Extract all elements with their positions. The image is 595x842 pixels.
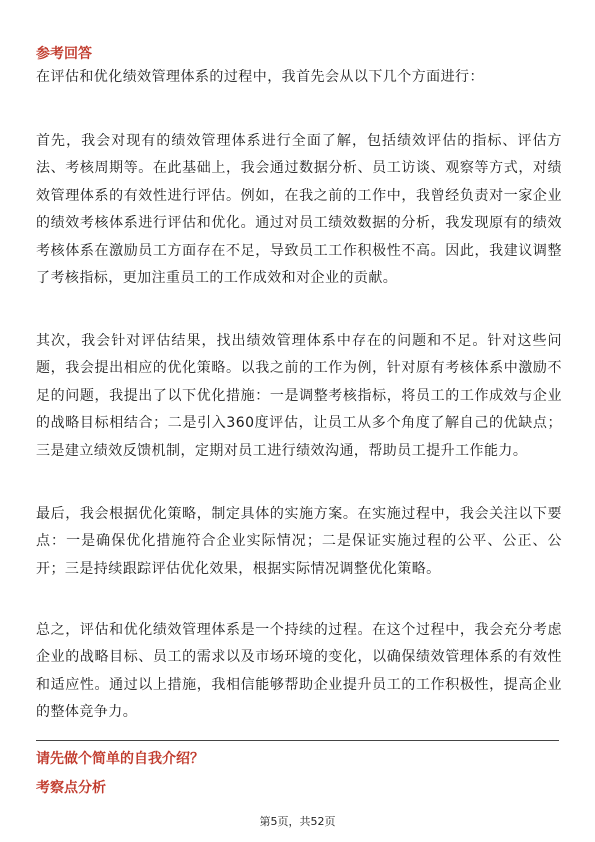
- section-divider: [36, 740, 559, 741]
- paragraph-third: 最后，我会根据优化策略，制定具体的实施方案。在实施过程中，我会关注以下要点：一是确保优化措施符合企业实际情况；二是保证实施过程的公平、公正、公开；三是持续跟踪评估优化效果，根据实际情况调整优化策略。: [36, 506, 562, 577]
- page-number-footer: 第5页，共52页: [259, 815, 336, 828]
- paragraph-first: 首先，我会对现有的绩效管理体系进行全面了解，包括绩效评估的指标、评估方法、考核周期等。在此基础上，我会通过数据分析、员工访谈、观察等方式，对绩效管理体系的有效性进行评估。例如，在我之前的工作中，我曾经负责对一家企业的绩效考核体系进行评估和优化。通过对员工绩效数据的分析，我发现原有的绩效考核体系在激励员工方面存在不足，导致员工工作积极性不高。因此，我建议调整了考核指标，更加注重员工的工作成效和对企业的贡献。: [36, 133, 562, 287]
- next-question-title: 请先做个简单的自我介绍？: [36, 751, 204, 767]
- paragraph-conclusion: 总之，评估和优化绩效管理体系是一个持续的过程。在这个过程中，我会充分考虑企业的战略目标、员工的需求以及市场环境的变化，以确保绩效管理体系的有效性和适应性。通过以上措施，我相信能够帮助企业提升员工的工作积极性，提高企业的整体竞争力。: [36, 622, 562, 721]
- reference-answer-heading: 参考回答: [36, 46, 92, 62]
- analysis-heading: 考察点分析: [36, 780, 106, 796]
- intro-paragraph: 在评估和优化绩效管理体系的过程中，我首先会从以下几个方面进行：: [36, 69, 484, 85]
- paragraph-second: 其次，我会针对评估结果，找出绩效管理体系中存在的问题和不足。针对这些问题，我会提出相应的优化策略。以我之前的工作为例，针对原有考核体系中激励不足的问题，我提出了以下优化措施：一是调整考核指标，将员工的工作成效与企业的战略目标相结合；二是引入360度评估，让员工从多个角度了解自己的优缺点；三是建立绩效反馈机制，定期对员工进行绩效沟通，帮助员工提升工作能力。: [36, 333, 562, 459]
